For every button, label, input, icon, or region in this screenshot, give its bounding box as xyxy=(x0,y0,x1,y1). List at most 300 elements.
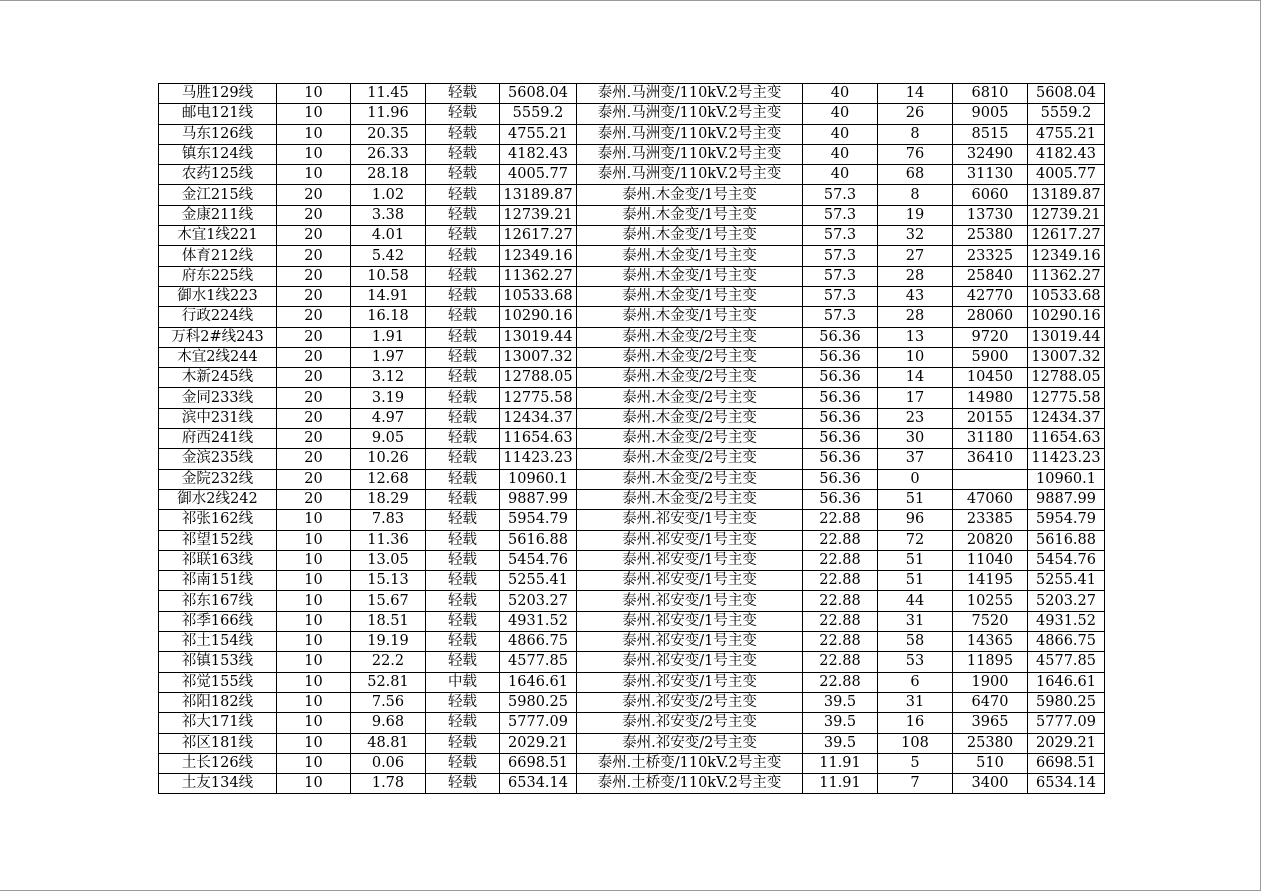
transformer-capacity-cell: 57.3 xyxy=(803,226,878,246)
available-capacity-cell: 11362.27 xyxy=(500,266,577,286)
voltage-cell: 10 xyxy=(277,104,351,124)
remaining-capacity-cell: 5616.88 xyxy=(1028,530,1105,550)
load-rate-cell: 3.19 xyxy=(351,388,426,408)
transformer-capacity-cell: 11.91 xyxy=(803,753,878,773)
available-capacity-cell: 12349.16 xyxy=(500,246,577,266)
installed-capacity-cell: 10450 xyxy=(953,368,1028,388)
transformer-cell: 泰州.祁安变/1号主变 xyxy=(577,571,803,591)
installed-capacity-cell: 10255 xyxy=(953,591,1028,611)
voltage-cell: 10 xyxy=(277,144,351,164)
load-status-cell: 轻载 xyxy=(426,571,500,591)
user-count-cell: 51 xyxy=(878,489,953,509)
load-status-cell: 轻载 xyxy=(426,550,500,570)
transformer-cell: 泰州.祁安变/1号主变 xyxy=(577,530,803,550)
transformer-capacity-cell: 39.5 xyxy=(803,692,878,712)
available-capacity-cell: 2029.21 xyxy=(500,733,577,753)
transformer-cell: 泰州.木金变/2号主变 xyxy=(577,327,803,347)
available-capacity-cell: 12788.05 xyxy=(500,368,577,388)
voltage-cell: 10 xyxy=(277,672,351,692)
installed-capacity-cell: 23385 xyxy=(953,510,1028,530)
available-capacity-cell: 12617.27 xyxy=(500,226,577,246)
load-rate-cell: 1.02 xyxy=(351,185,426,205)
table-row xyxy=(159,327,1105,347)
transformer-capacity-cell: 22.88 xyxy=(803,591,878,611)
transformer-cell: 泰州.木金变/1号主变 xyxy=(577,226,803,246)
line-name-cell: 邮电121线 xyxy=(159,104,277,124)
installed-capacity-cell: 23325 xyxy=(953,246,1028,266)
line-name-cell: 祁土154线 xyxy=(159,632,277,652)
load-status-cell: 轻载 xyxy=(426,469,500,489)
table-row xyxy=(159,429,1105,449)
load-status-cell: 轻载 xyxy=(426,286,500,306)
load-status-cell: 轻载 xyxy=(426,692,500,712)
user-count-cell: 28 xyxy=(878,307,953,327)
transformer-cell: 泰州.木金变/2号主变 xyxy=(577,449,803,469)
voltage-cell: 10 xyxy=(277,165,351,185)
table-row xyxy=(159,144,1105,164)
remaining-capacity-cell: 12434.37 xyxy=(1028,408,1105,428)
user-count-cell: 27 xyxy=(878,246,953,266)
available-capacity-cell: 4866.75 xyxy=(500,632,577,652)
available-capacity-cell: 6698.51 xyxy=(500,753,577,773)
transformer-capacity-cell: 22.88 xyxy=(803,672,878,692)
voltage-cell: 10 xyxy=(277,124,351,144)
transformer-capacity-cell: 22.88 xyxy=(803,652,878,672)
remaining-capacity-cell: 5954.79 xyxy=(1028,510,1105,530)
transformer-capacity-cell: 57.3 xyxy=(803,205,878,225)
transformer-cell: 泰州.祁安变/1号主变 xyxy=(577,591,803,611)
table-row xyxy=(159,205,1105,225)
voltage-cell: 10 xyxy=(277,591,351,611)
line-name-cell: 金滨235线 xyxy=(159,449,277,469)
available-capacity-cell: 11654.63 xyxy=(500,429,577,449)
load-status-cell: 轻载 xyxy=(426,652,500,672)
remaining-capacity-cell: 13007.32 xyxy=(1028,347,1105,367)
load-rate-cell: 11.96 xyxy=(351,104,426,124)
installed-capacity-cell: 20155 xyxy=(953,408,1028,428)
load-rate-cell: 18.51 xyxy=(351,611,426,631)
user-count-cell: 31 xyxy=(878,692,953,712)
user-count-cell: 58 xyxy=(878,632,953,652)
transformer-cell: 泰州.木金变/1号主变 xyxy=(577,185,803,205)
remaining-capacity-cell: 13019.44 xyxy=(1028,327,1105,347)
transformer-capacity-cell: 22.88 xyxy=(803,530,878,550)
available-capacity-cell: 10290.16 xyxy=(500,307,577,327)
voltage-cell: 10 xyxy=(277,713,351,733)
installed-capacity-cell: 6470 xyxy=(953,692,1028,712)
installed-capacity-cell: 5900 xyxy=(953,347,1028,367)
transformer-capacity-cell: 56.36 xyxy=(803,408,878,428)
voltage-cell: 20 xyxy=(277,286,351,306)
installed-capacity-cell: 3400 xyxy=(953,774,1028,794)
line-name-cell: 农药125线 xyxy=(159,165,277,185)
transformer-capacity-cell: 40 xyxy=(803,124,878,144)
installed-capacity-cell: 20820 xyxy=(953,530,1028,550)
available-capacity-cell: 5559.2 xyxy=(500,104,577,124)
installed-capacity-cell: 25840 xyxy=(953,266,1028,286)
available-capacity-cell: 5616.88 xyxy=(500,530,577,550)
remaining-capacity-cell: 6698.51 xyxy=(1028,753,1105,773)
remaining-capacity-cell: 4866.75 xyxy=(1028,632,1105,652)
load-status-cell: 轻载 xyxy=(426,489,500,509)
load-rate-cell: 16.18 xyxy=(351,307,426,327)
transformer-capacity-cell: 22.88 xyxy=(803,550,878,570)
voltage-cell: 20 xyxy=(277,408,351,428)
load-status-cell: 轻载 xyxy=(426,124,500,144)
transformer-capacity-cell: 57.3 xyxy=(803,246,878,266)
line-name-cell: 御水1线223 xyxy=(159,286,277,306)
transformer-capacity-cell: 56.36 xyxy=(803,449,878,469)
available-capacity-cell: 5954.79 xyxy=(500,510,577,530)
remaining-capacity-cell: 2029.21 xyxy=(1028,733,1105,753)
table-row xyxy=(159,692,1105,712)
table-row xyxy=(159,632,1105,652)
transformer-cell: 泰州.木金变/2号主变 xyxy=(577,368,803,388)
load-rate-cell: 11.45 xyxy=(351,84,426,104)
load-rate-cell: 7.83 xyxy=(351,510,426,530)
table-row xyxy=(159,591,1105,611)
load-status-cell: 轻载 xyxy=(426,144,500,164)
available-capacity-cell: 4931.52 xyxy=(500,611,577,631)
line-name-cell: 祁南151线 xyxy=(159,571,277,591)
user-count-cell: 32 xyxy=(878,226,953,246)
transformer-capacity-cell: 56.36 xyxy=(803,368,878,388)
load-rate-cell: 19.19 xyxy=(351,632,426,652)
transformer-cell: 泰州.祁安变/2号主变 xyxy=(577,692,803,712)
transformer-capacity-cell: 39.5 xyxy=(803,713,878,733)
load-status-cell: 轻载 xyxy=(426,429,500,449)
transformer-cell: 泰州.木金变/1号主变 xyxy=(577,205,803,225)
load-rate-cell: 18.29 xyxy=(351,489,426,509)
voltage-cell: 10 xyxy=(277,611,351,631)
table-body xyxy=(159,84,1105,794)
installed-capacity-cell: 31130 xyxy=(953,165,1028,185)
table-row xyxy=(159,672,1105,692)
transformer-cell: 泰州.木金变/1号主变 xyxy=(577,286,803,306)
user-count-cell: 44 xyxy=(878,591,953,611)
load-status-cell: 中载 xyxy=(426,672,500,692)
user-count-cell: 43 xyxy=(878,286,953,306)
user-count-cell: 53 xyxy=(878,652,953,672)
installed-capacity-cell: 14365 xyxy=(953,632,1028,652)
voltage-cell: 10 xyxy=(277,692,351,712)
remaining-capacity-cell: 11362.27 xyxy=(1028,266,1105,286)
available-capacity-cell: 4182.43 xyxy=(500,144,577,164)
table-row xyxy=(159,104,1105,124)
load-status-cell: 轻载 xyxy=(426,327,500,347)
table-row xyxy=(159,753,1105,773)
remaining-capacity-cell: 10533.68 xyxy=(1028,286,1105,306)
voltage-cell: 10 xyxy=(277,733,351,753)
user-count-cell: 19 xyxy=(878,205,953,225)
load-status-cell: 轻载 xyxy=(426,449,500,469)
remaining-capacity-cell: 4577.85 xyxy=(1028,652,1105,672)
table-row xyxy=(159,530,1105,550)
transformer-capacity-cell: 56.36 xyxy=(803,347,878,367)
installed-capacity-cell: 14980 xyxy=(953,388,1028,408)
table-row xyxy=(159,571,1105,591)
remaining-capacity-cell: 5980.25 xyxy=(1028,692,1105,712)
user-count-cell: 14 xyxy=(878,368,953,388)
available-capacity-cell: 5203.27 xyxy=(500,591,577,611)
available-capacity-cell: 5454.76 xyxy=(500,550,577,570)
transformer-capacity-cell: 22.88 xyxy=(803,510,878,530)
installed-capacity-cell: 6810 xyxy=(953,84,1028,104)
user-count-cell: 68 xyxy=(878,165,953,185)
load-status-cell: 轻载 xyxy=(426,632,500,652)
user-count-cell: 76 xyxy=(878,144,953,164)
load-status-cell: 轻载 xyxy=(426,733,500,753)
load-rate-cell: 20.35 xyxy=(351,124,426,144)
line-name-cell: 金院232线 xyxy=(159,469,277,489)
load-rate-cell: 22.2 xyxy=(351,652,426,672)
load-status-cell: 轻载 xyxy=(426,104,500,124)
installed-capacity-cell: 25380 xyxy=(953,733,1028,753)
user-count-cell: 17 xyxy=(878,388,953,408)
line-name-cell: 祁大171线 xyxy=(159,713,277,733)
user-count-cell: 51 xyxy=(878,550,953,570)
transformer-cell: 泰州.木金变/1号主变 xyxy=(577,266,803,286)
table-row xyxy=(159,388,1105,408)
user-count-cell: 14 xyxy=(878,84,953,104)
installed-capacity-cell: 9720 xyxy=(953,327,1028,347)
load-rate-cell: 3.12 xyxy=(351,368,426,388)
table-row xyxy=(159,550,1105,570)
available-capacity-cell: 13019.44 xyxy=(500,327,577,347)
table-row xyxy=(159,611,1105,631)
remaining-capacity-cell: 5608.04 xyxy=(1028,84,1105,104)
available-capacity-cell: 13189.87 xyxy=(500,185,577,205)
load-status-cell: 轻载 xyxy=(426,388,500,408)
load-rate-cell: 28.18 xyxy=(351,165,426,185)
line-name-cell: 祁觉155线 xyxy=(159,672,277,692)
load-rate-cell: 13.05 xyxy=(351,550,426,570)
installed-capacity-cell: 11895 xyxy=(953,652,1028,672)
transformer-cell: 泰州.马洲变/110kV.2号主变 xyxy=(577,84,803,104)
transformer-cell: 泰州.祁安变/1号主变 xyxy=(577,652,803,672)
remaining-capacity-cell: 12775.58 xyxy=(1028,388,1105,408)
line-name-cell: 木宜1线221 xyxy=(159,226,277,246)
line-name-cell: 镇东124线 xyxy=(159,144,277,164)
available-capacity-cell: 10533.68 xyxy=(500,286,577,306)
voltage-cell: 10 xyxy=(277,774,351,794)
remaining-capacity-cell: 1646.61 xyxy=(1028,672,1105,692)
installed-capacity-cell: 47060 xyxy=(953,489,1028,509)
table-row xyxy=(159,165,1105,185)
transformer-cell: 泰州.木金变/2号主变 xyxy=(577,429,803,449)
voltage-cell: 20 xyxy=(277,205,351,225)
installed-capacity-cell: 1900 xyxy=(953,672,1028,692)
transformer-capacity-cell: 22.88 xyxy=(803,632,878,652)
table-row xyxy=(159,246,1105,266)
transformer-cell: 泰州.祁安变/2号主变 xyxy=(577,713,803,733)
installed-capacity-cell: 25380 xyxy=(953,226,1028,246)
available-capacity-cell: 1646.61 xyxy=(500,672,577,692)
remaining-capacity-cell: 9887.99 xyxy=(1028,489,1105,509)
voltage-cell: 10 xyxy=(277,530,351,550)
load-rate-cell: 12.68 xyxy=(351,469,426,489)
transformer-capacity-cell: 57.3 xyxy=(803,307,878,327)
voltage-cell: 10 xyxy=(277,550,351,570)
transformer-cell: 泰州.马洲变/110kV.2号主变 xyxy=(577,165,803,185)
transformer-cell: 泰州.土桥变/110kV.2号主变 xyxy=(577,753,803,773)
installed-capacity-cell: 11040 xyxy=(953,550,1028,570)
load-status-cell: 轻载 xyxy=(426,368,500,388)
transformer-cell: 泰州.马洲变/110kV.2号主变 xyxy=(577,144,803,164)
load-rate-cell: 48.81 xyxy=(351,733,426,753)
voltage-cell: 20 xyxy=(277,388,351,408)
load-rate-cell: 10.58 xyxy=(351,266,426,286)
available-capacity-cell: 11423.23 xyxy=(500,449,577,469)
transformer-capacity-cell: 39.5 xyxy=(803,733,878,753)
table-row xyxy=(159,510,1105,530)
line-name-cell: 木新245线 xyxy=(159,368,277,388)
voltage-cell: 20 xyxy=(277,226,351,246)
transformer-cell: 泰州.马洲变/110kV.2号主变 xyxy=(577,104,803,124)
user-count-cell: 0 xyxy=(878,469,953,489)
transformer-capacity-cell: 56.36 xyxy=(803,429,878,449)
table-row xyxy=(159,368,1105,388)
table-row xyxy=(159,408,1105,428)
line-name-cell: 滨中231线 xyxy=(159,408,277,428)
remaining-capacity-cell: 5559.2 xyxy=(1028,104,1105,124)
load-rate-cell: 1.91 xyxy=(351,327,426,347)
transformer-capacity-cell: 22.88 xyxy=(803,571,878,591)
voltage-cell: 20 xyxy=(277,307,351,327)
transformer-capacity-cell: 40 xyxy=(803,144,878,164)
load-status-cell: 轻载 xyxy=(426,713,500,733)
available-capacity-cell: 12739.21 xyxy=(500,205,577,225)
transformer-cell: 泰州.木金变/2号主变 xyxy=(577,469,803,489)
load-rate-cell: 0.06 xyxy=(351,753,426,773)
transformer-capacity-cell: 40 xyxy=(803,84,878,104)
transformer-cell: 泰州.土桥变/110kV.2号主变 xyxy=(577,774,803,794)
load-status-cell: 轻载 xyxy=(426,185,500,205)
load-rate-cell: 1.97 xyxy=(351,347,426,367)
voltage-cell: 20 xyxy=(277,449,351,469)
voltage-cell: 20 xyxy=(277,368,351,388)
feeder-load-table xyxy=(158,83,1105,794)
user-count-cell: 28 xyxy=(878,266,953,286)
user-count-cell: 13 xyxy=(878,327,953,347)
user-count-cell: 16 xyxy=(878,713,953,733)
remaining-capacity-cell: 12617.27 xyxy=(1028,226,1105,246)
line-name-cell: 祁联163线 xyxy=(159,550,277,570)
load-status-cell: 轻载 xyxy=(426,347,500,367)
user-count-cell: 51 xyxy=(878,571,953,591)
installed-capacity-cell: 6060 xyxy=(953,185,1028,205)
remaining-capacity-cell: 4005.77 xyxy=(1028,165,1105,185)
voltage-cell: 10 xyxy=(277,84,351,104)
available-capacity-cell: 13007.32 xyxy=(500,347,577,367)
remaining-capacity-cell: 5203.27 xyxy=(1028,591,1105,611)
line-name-cell: 木宜2线244 xyxy=(159,347,277,367)
transformer-cell: 泰州.木金变/1号主变 xyxy=(577,307,803,327)
voltage-cell: 20 xyxy=(277,347,351,367)
load-status-cell: 轻载 xyxy=(426,408,500,428)
transformer-capacity-cell: 22.88 xyxy=(803,611,878,631)
transformer-cell: 泰州.木金变/2号主变 xyxy=(577,408,803,428)
transformer-cell: 泰州.木金变/2号主变 xyxy=(577,388,803,408)
load-rate-cell: 1.78 xyxy=(351,774,426,794)
table-row xyxy=(159,84,1105,104)
remaining-capacity-cell: 4755.21 xyxy=(1028,124,1105,144)
installed-capacity-cell: 28060 xyxy=(953,307,1028,327)
user-count-cell: 23 xyxy=(878,408,953,428)
transformer-capacity-cell: 56.36 xyxy=(803,469,878,489)
load-rate-cell: 7.56 xyxy=(351,692,426,712)
available-capacity-cell: 4755.21 xyxy=(500,124,577,144)
available-capacity-cell: 9887.99 xyxy=(500,489,577,509)
transformer-capacity-cell: 56.36 xyxy=(803,388,878,408)
table-row xyxy=(159,307,1105,327)
load-status-cell: 轻载 xyxy=(426,266,500,286)
load-status-cell: 轻载 xyxy=(426,307,500,327)
voltage-cell: 10 xyxy=(277,510,351,530)
load-rate-cell: 14.91 xyxy=(351,286,426,306)
user-count-cell: 96 xyxy=(878,510,953,530)
line-name-cell: 金同233线 xyxy=(159,388,277,408)
line-name-cell: 祁阳182线 xyxy=(159,692,277,712)
installed-capacity-cell: 3965 xyxy=(953,713,1028,733)
available-capacity-cell: 12775.58 xyxy=(500,388,577,408)
user-count-cell: 30 xyxy=(878,429,953,449)
load-rate-cell: 52.81 xyxy=(351,672,426,692)
line-name-cell: 土长126线 xyxy=(159,753,277,773)
voltage-cell: 10 xyxy=(277,652,351,672)
installed-capacity-cell: 13730 xyxy=(953,205,1028,225)
installed-capacity-cell: 9005 xyxy=(953,104,1028,124)
remaining-capacity-cell: 10960.1 xyxy=(1028,469,1105,489)
table-row xyxy=(159,713,1105,733)
transformer-cell: 泰州.马洲变/110kV.2号主变 xyxy=(577,124,803,144)
load-status-cell: 轻载 xyxy=(426,774,500,794)
remaining-capacity-cell: 5777.09 xyxy=(1028,713,1105,733)
line-name-cell: 马胜129线 xyxy=(159,84,277,104)
load-status-cell: 轻载 xyxy=(426,226,500,246)
voltage-cell: 20 xyxy=(277,246,351,266)
line-name-cell: 马东126线 xyxy=(159,124,277,144)
user-count-cell: 6 xyxy=(878,672,953,692)
load-status-cell: 轻载 xyxy=(426,510,500,530)
available-capacity-cell: 4577.85 xyxy=(500,652,577,672)
transformer-cell: 泰州.祁安变/1号主变 xyxy=(577,611,803,631)
transformer-cell: 泰州.祁安变/1号主变 xyxy=(577,672,803,692)
user-count-cell: 8 xyxy=(878,185,953,205)
load-status-cell: 轻载 xyxy=(426,530,500,550)
load-rate-cell: 4.97 xyxy=(351,408,426,428)
remaining-capacity-cell: 4182.43 xyxy=(1028,144,1105,164)
transformer-capacity-cell: 56.36 xyxy=(803,489,878,509)
voltage-cell: 10 xyxy=(277,632,351,652)
load-status-cell: 轻载 xyxy=(426,165,500,185)
user-count-cell: 7 xyxy=(878,774,953,794)
transformer-capacity-cell: 57.3 xyxy=(803,266,878,286)
remaining-capacity-cell: 10290.16 xyxy=(1028,307,1105,327)
remaining-capacity-cell: 11423.23 xyxy=(1028,449,1105,469)
installed-capacity-cell: 32490 xyxy=(953,144,1028,164)
transformer-cell: 泰州.木金变/1号主变 xyxy=(577,246,803,266)
table-row xyxy=(159,185,1105,205)
installed-capacity-cell: 36410 xyxy=(953,449,1028,469)
remaining-capacity-cell: 6534.14 xyxy=(1028,774,1105,794)
user-count-cell: 31 xyxy=(878,611,953,631)
transformer-capacity-cell: 40 xyxy=(803,104,878,124)
voltage-cell: 20 xyxy=(277,266,351,286)
available-capacity-cell: 5608.04 xyxy=(500,84,577,104)
line-name-cell: 金康211线 xyxy=(159,205,277,225)
line-name-cell: 祁镇153线 xyxy=(159,652,277,672)
